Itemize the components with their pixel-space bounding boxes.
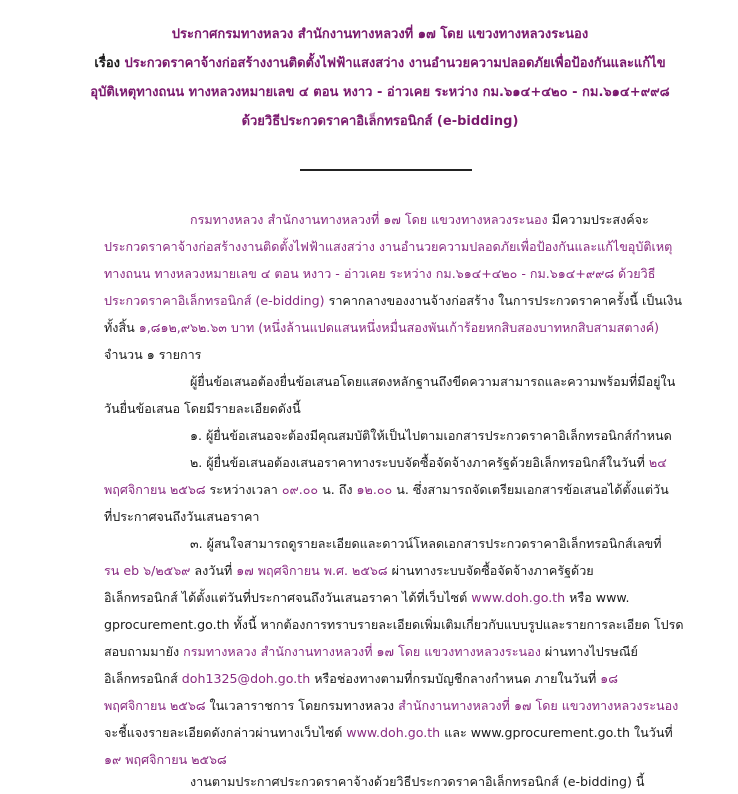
body-line: [104, 723, 673, 743]
body-text: ระหว่างเวลา: [205, 482, 282, 497]
body-text: จะชี้แจงรายละเอียดดังกล่าวผ่านทางเว็บไซต์: [104, 725, 347, 740]
body-line: [104, 642, 638, 662]
body-line: วันยื่นข้อเสนอ โดยมีรายละเอียดดังนี้: [104, 401, 301, 416]
body-line: [104, 480, 669, 500]
agency-name: กรมทางหลวง สำนักงานทางหลวงที่ ๑๗ โดย แขวงทางหลวงระนอง: [183, 644, 541, 659]
title-divider: [300, 169, 472, 171]
body-line: [104, 696, 678, 716]
bid-start-time: ๐๙.๐๐: [281, 482, 319, 497]
bid-month: พฤศจิกายน ๒๕๖๘: [104, 482, 206, 497]
body-text: ผ่านทางระบบจัดซื้อจัดจ้างภาครัฐด้วย: [387, 563, 594, 578]
body-text: หรือช่องทางตามที่กรมบัญชีกลางกำหนด ภายในวันที่: [310, 671, 601, 686]
body-text: น. ซึ่งสามารถจัดเตรียมเอกสารข้อเสนอได้ตั้งแต่วัน: [392, 482, 669, 497]
body-line: [104, 588, 630, 608]
body-line: gprocurement.go.th ทั้งนี้ หากต้องการทราบรายละเอียดเพิ่มเติมเกี่ยวกับแบบรูปและรายการละเอียด โปรด: [104, 617, 684, 632]
body-text: อิเล็กทรอนิกส์ ได้ตั้งแต่วันที่ประกาศจนถึงวันเสนอราคา ได้ที่เว็บไซต์: [104, 590, 472, 605]
clarification-date: ๑๙ พฤศจิกายน ๒๕๖๘: [104, 752, 227, 767]
body-line: ผู้ยื่นข้อเสนอต้องยื่นข้อเสนอโดยแสดงหลักฐานถึงขีดความสามารถและความพร้อมที่มีอยู่ใน: [190, 374, 676, 389]
email-link[interactable]: doh1325@doh.go.th: [181, 671, 311, 686]
body-text: สอบถามมายัง: [104, 644, 184, 659]
document-date: ๑๗ พฤศจิกายน พ.ศ. ๒๕๖๘: [236, 563, 388, 578]
body-line: งานตามประกาศประกวดราคาจ้างด้วยวิธีประกวดราคาอิเล็กทรอนิกส์ (e-bidding) นี้: [190, 774, 645, 789]
body-text: ลงวันที่: [190, 563, 237, 578]
body-line: ที่ประกาศจนถึงวันเสนอราคา: [104, 509, 260, 524]
body-line: [104, 291, 682, 311]
inquiry-month: พฤศจิกายน ๒๕๖๘: [104, 698, 206, 713]
body-text: ทั้งสิ้น: [104, 320, 139, 335]
bid-day: ๒๔: [648, 455, 667, 470]
body-text: มีความประสงค์จะ: [547, 212, 649, 227]
body-line: ๓. ผู้สนใจสามารถดูรายละเอียดและดาวน์โหลดเอกสารประกวดราคาอิเล็กทรอนิกส์เลขที่: [190, 536, 662, 551]
website-link[interactable]: www.doh.go.th: [471, 590, 566, 605]
subject-prefix: เรื่อง: [94, 56, 120, 71]
body-line: [104, 318, 659, 338]
body-line: ๑. ผู้ยื่นข้อเสนอจะต้องมีคุณสมบัติให้เป็นไปตามเอกสารประกวดราคาอิเล็กทรอนิกส์กำหนด: [190, 428, 672, 443]
body-text: และ www.gprocurement.go.th ในวันที่: [440, 725, 673, 740]
body-text: ๒. ผู้ยื่นข้อเสนอต้องเสนอราคาทางระบบจัดซื้อจัดจ้างภาครัฐด้วยอิเล็กทรอนิกส์ในวันที่: [190, 455, 649, 470]
website-link[interactable]: www.doh.go.th: [346, 725, 441, 740]
agency-name: สำนักงานทางหลวงที่ ๑๗ โดย แขวงทางหลวงระนอง: [398, 698, 679, 713]
body-line: จำนวน ๑ รายการ: [104, 347, 202, 362]
budget-amount: ๑,๘๑๒,๙๖๒.๖๓ บาท (หนึ่งล้านแปดแสนหนึ่งหมื่นสองพันเก้าร้อยหกสิบสองบาทหกสิบสามสตางค์): [138, 320, 660, 335]
announcement-title-line3: อุบัติเหตุทางถนน ทางหลวงหมายเลข ๔ ตอน หงาว - อ่าวเคย ระหว่าง กม.๖๑๔+๔๒๐ - กม.๖๑๔+๙๙๘: [90, 85, 670, 100]
body-line: [104, 669, 618, 689]
announcement-title-line1: ประกาศกรมทางหลวง สำนักงานทางหลวงที่ ๑๗ โดย แขวงทางหลวงระนอง: [171, 27, 589, 42]
body-line: [104, 561, 594, 581]
agency-name: กรมทางหลวง สำนักงานทางหลวงที่ ๑๗ โดย แขวงทางหลวงระนอง: [190, 212, 548, 227]
body-text: น. ถึง: [318, 482, 357, 497]
document-number: รน eb ๖/๒๕๖๙: [104, 563, 191, 578]
body-text: หรือ www.: [565, 590, 630, 605]
body-line: ทางถนน ทางหลวงหมายเลข ๔ ตอน หงาว - อ่าวเคย ระหว่าง กม.๖๑๔+๔๒๐ - กม.๖๑๔+๙๙๘ ด้วยวิธี: [104, 266, 656, 281]
inquiry-day: ๑๘: [600, 671, 618, 686]
announcement-subject: [60, 52, 700, 76]
announcement-title-line4: ด้วยวิธีประกวดราคาอิเล็กทรอนิกส์ (e-bidding): [241, 114, 519, 129]
body-text: อิเล็กทรอนิกส์: [104, 671, 182, 686]
body-text: ผ่านทางไปรษณีย์: [540, 644, 638, 659]
method-text: ประกวดราคาอิเล็กทรอนิกส์ (e-bidding): [104, 293, 325, 308]
body-text: ในเวลาราชการ โดยกรมทางหลวง: [205, 698, 399, 713]
body-line: ประกวดราคาจ้างก่อสร้างงานติดตั้งไฟฟ้าแสงสว่าง งานอำนวยความปลอดภัยเพื่อป้องกันและแก้ไขอุบัติเหตุ: [104, 239, 673, 254]
subject-text: ประกวดราคาจ้างก่อสร้างงานติดตั้งไฟฟ้าแสงสว่าง งานอำนวยความปลอดภัยเพื่อป้องกันและแก้ไข: [119, 56, 666, 71]
body-text: ราคากลางของงานจ้างก่อสร้าง ในการประกวดราคาครั้งนี้ เป็นเงิน: [324, 293, 682, 308]
body-line: [190, 453, 667, 473]
body-line: [190, 210, 649, 230]
bid-end-time: ๑๒.๐๐: [356, 482, 393, 497]
